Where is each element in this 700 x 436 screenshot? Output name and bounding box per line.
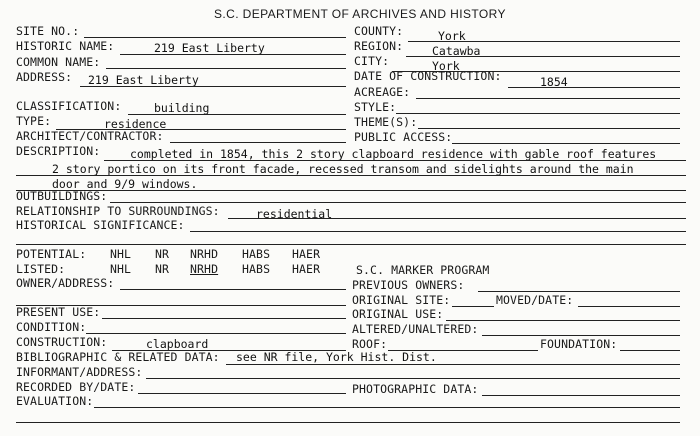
style-line	[396, 113, 680, 114]
site-no-line	[84, 37, 346, 38]
present-use-line	[102, 318, 346, 319]
foundation-label: FOUNDATION:	[540, 337, 618, 351]
style-label: STYLE:	[354, 100, 397, 114]
description-line-3: door and 9/9 windows.	[52, 177, 198, 191]
informant-line	[146, 378, 680, 379]
evaluation-line-1	[94, 407, 680, 408]
themes-label: THEME(S):	[354, 115, 418, 129]
altered-label: ALTERED/UNALTERED:	[352, 322, 479, 336]
common-name-line	[106, 68, 346, 69]
evaluation-label: EVALUATION:	[16, 394, 94, 408]
condition-label: CONDITION:	[16, 320, 87, 334]
potential-nr: NR	[155, 247, 170, 261]
description-line-2: 2 story portico on its front facade, recessed transom and sidelights around the main	[52, 162, 634, 176]
owner-address-label: OWNER/ADDRESS:	[16, 276, 115, 290]
description-rule-3	[16, 190, 686, 191]
original-use-label: ORIGINAL USE:	[352, 307, 444, 321]
city-label: CITY:	[354, 54, 390, 68]
classification-value: building	[154, 101, 210, 115]
site-no-label: SITE NO.:	[16, 24, 80, 38]
date-of-construction-label: DATE OF CONSTRUCTION:	[354, 69, 502, 83]
marker-program-label: S.C. MARKER PROGRAM	[356, 263, 490, 277]
region-line	[406, 56, 680, 57]
original-site-label: ORIGINAL SITE:	[352, 293, 451, 307]
construction-value: clapboard	[146, 337, 209, 351]
recorded-by-line	[138, 393, 346, 394]
historical-significance-label: HISTORICAL SIGNIFICANCE:	[16, 218, 185, 232]
potential-nhl: NHL	[110, 247, 132, 261]
relationship-line	[228, 218, 686, 219]
potential-nrhd: NRHD	[190, 247, 219, 261]
moved-date-label: MOVED/DATE:	[496, 293, 574, 307]
listed-haer: HAER	[292, 262, 321, 276]
roof-label: ROOF:	[352, 337, 388, 351]
form-header: S.C. DEPARTMENT OF ARCHIVES AND HISTORY	[214, 7, 506, 21]
moved-date-line	[578, 306, 680, 307]
condition-line	[86, 333, 346, 334]
acreage-line	[416, 98, 680, 99]
type-label: TYPE:	[16, 114, 52, 128]
common-name-label: COMMON NAME:	[16, 55, 101, 69]
description-label: DESCRIPTION:	[16, 144, 101, 158]
county-line	[408, 41, 680, 42]
description-rule-2	[16, 175, 686, 176]
listed-label: LISTED:	[16, 262, 66, 276]
public-access-label: PUBLIC ACCESS:	[354, 130, 453, 144]
previous-owners-label: PREVIOUS OWNERS:	[352, 278, 465, 292]
owner-address-line-1	[120, 289, 346, 290]
construction-label: CONSTRUCTION:	[16, 335, 108, 349]
recorded-by-label: RECORDED BY/DATE:	[16, 380, 136, 394]
address-label: ADDRESS:	[16, 70, 73, 84]
themes-line	[418, 128, 680, 129]
outbuildings-line	[110, 202, 686, 203]
listed-nr: NR	[155, 262, 170, 276]
photographic-line	[482, 395, 680, 396]
description-rule-1	[104, 160, 686, 161]
potential-label: POTENTIAL:	[16, 247, 87, 261]
listed-nrhd-marked: NRHD	[190, 262, 219, 276]
evaluation-line-2	[16, 422, 680, 423]
address-value: 219 East Liberty	[88, 73, 199, 87]
description-line-1: completed in 1854, this 2 story clapboard residence with gable roof features	[130, 147, 657, 161]
relationship-value: residential	[256, 207, 333, 221]
original-site-line	[452, 306, 494, 307]
classification-line	[128, 114, 346, 115]
county-label: COUNTY:	[354, 24, 404, 38]
original-use-line	[446, 320, 680, 321]
potential-haer: HAER	[292, 247, 321, 261]
historical-significance-line-1	[190, 231, 686, 232]
date-of-construction-value: 1854	[540, 75, 568, 89]
date-of-construction-line	[508, 87, 680, 88]
relationship-label: RELATIONSHIP TO SURROUNDINGS:	[16, 204, 220, 218]
architect-line	[170, 142, 346, 143]
informant-label: INFORMANT/ADDRESS:	[16, 365, 143, 379]
public-access-line	[452, 143, 680, 144]
listed-nhl: NHL	[110, 262, 132, 276]
listed-habs: HABS	[242, 262, 271, 276]
outbuildings-label: OUTBUILDINGS:	[16, 189, 108, 203]
previous-owners-line	[478, 291, 680, 292]
present-use-label: PRESENT USE:	[16, 305, 101, 319]
historic-name-label: HISTORIC NAME:	[16, 39, 115, 53]
city-value: York	[432, 59, 460, 73]
county-value: York	[438, 29, 466, 43]
address-line	[80, 86, 346, 87]
type-value: residence	[104, 117, 167, 131]
architect-label: ARCHITECT/CONTRACTOR:	[16, 129, 164, 143]
altered-line	[482, 335, 680, 336]
bibliographic-value: see NR file, York Hist. Dist.	[236, 350, 437, 364]
region-value: Catawba	[432, 44, 481, 58]
historical-significance-line-2	[16, 244, 686, 245]
bibliographic-label: BIBLIOGRAPHIC & RELATED DATA:	[16, 350, 220, 364]
photographic-label: PHOTOGRAPHIC DATA:	[352, 382, 479, 396]
acreage-label: ACREAGE:	[354, 85, 411, 99]
foundation-line	[620, 350, 680, 351]
potential-habs: HABS	[242, 247, 271, 261]
historic-name-value: 219 East Liberty	[154, 41, 265, 55]
bibliographic-line	[226, 364, 680, 365]
classification-label: CLASSIFICATION:	[16, 99, 122, 113]
region-label: REGION:	[354, 39, 404, 53]
historic-name-line	[120, 54, 346, 55]
